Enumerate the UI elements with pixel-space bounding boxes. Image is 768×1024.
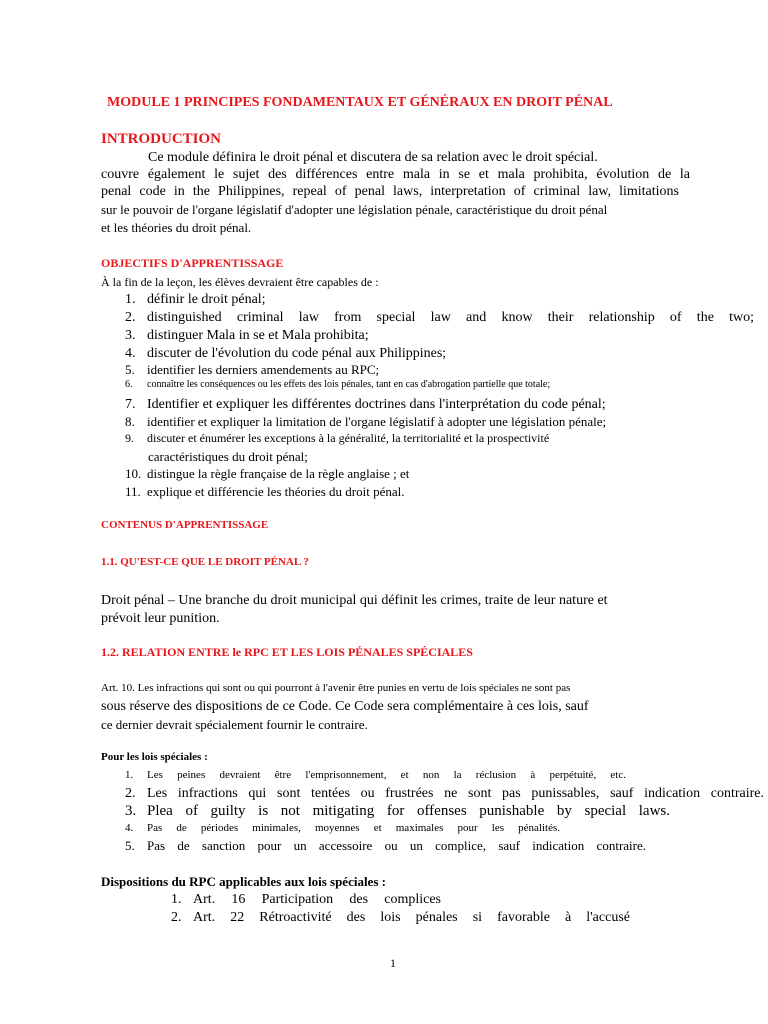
objective-item [125,346,446,362]
objective-num: 1. [125,292,136,307]
special-law-num: 1. [125,769,134,781]
objective-text: distingue la règle française de la règle anglaise ; et [147,466,410,481]
objective-item [125,379,550,390]
special-law-text: Plea of guilty is not mitigating for offenses punishable by special laws. [147,803,670,819]
objective-text: distinguished criminal law from special law and know their relationship of the two; [147,310,754,325]
objective-num: 8. [125,414,135,429]
introduction-heading: INTRODUCTION [101,131,222,147]
objective-text: discuter de l'évolution du code pénal aux Philippines; [147,346,447,361]
rpc-item [171,910,630,926]
rpc-text: Art. 16 Participation des complices [193,892,441,907]
special-law-item [125,786,764,802]
objectives-intro: À la fin de la leçon, les élèves devraient être capables de : [101,275,379,289]
module-title: MODULE 1 PRINCIPES FONDAMENTAUX ET GÉNÉRAUX EN DROIT PÉNAL [107,95,613,110]
objective-num: 11. [125,484,141,499]
special-law-item [125,822,560,834]
art10-line-3: ce dernier devrait spécialement fournir le contraire. [101,717,368,732]
special-law-num: 2. [125,786,136,801]
intro-line-5: et les théories du droit pénal. [101,220,252,235]
objective-text: explique et différencie les théories du droit pénal. [147,484,405,499]
objective-item [125,431,549,446]
objective-item [125,328,369,344]
objective-text: identifier les derniers amendements au RPC; [147,362,380,377]
objectives-heading: OBJECTIFS D'APPRENTISSAGE [101,256,284,270]
objective-text: définir le droit pénal; [147,292,266,307]
definition-line-2: prévoit leur punition. [101,611,220,626]
section-1-1-heading: 1.1. QU'EST-CE QUE LE DROIT PÉNAL ? [101,556,309,568]
objective-text: identifier et expliquer la limitation de l'organe législatif à adopter une législation pénale; [147,414,607,429]
special-law-num: 3. [125,803,137,819]
objective-num: 4. [125,346,136,361]
intro-line-2: couvre également le sujet des différences entre mala in se et mala prohibita, évolution de la [101,167,690,182]
definition-line-1: Droit pénal – Une branche du droit municipal qui définit les crimes, traite de leur nature et [101,593,608,608]
rpc-provisions-heading: Dispositions du RPC applicables aux lois spéciales : [101,874,386,889]
objective-num: 9. [125,431,134,445]
special-law-num: 5. [125,838,135,853]
special-law-num: 4. [125,822,134,834]
special-law-item [125,803,670,820]
contents-heading: CONTENUS D'APPRENTISSAGE [101,519,269,531]
page-number: 1 [390,956,396,970]
objective-num: 10. [125,466,142,481]
objective-text: connaître les conséquences ou les effets des lois pénales, tant en cas d'abrogation partielle que totale; [147,379,551,390]
objective-item [125,362,379,378]
special-law-text: Les peines devraient être l'emprisonnement, et non la réclusion à perpétuité, etc. [147,769,626,781]
special-laws-heading: Pour les lois spéciales : [101,751,208,763]
special-law-item [125,769,626,781]
rpc-item [171,892,441,908]
rpc-num: 1. [171,892,182,907]
intro-line-4: sur le pouvoir de l'organe législatif d'adopter une législation pénale, caractéristique du droit pénal [101,202,608,217]
art10-line-2: sous réserve des dispositions de ce Code. Ce Code sera complémentaire à ces lois, sauf [101,699,589,714]
special-law-text: Pas de périodes minimales, moyennes et maximales pour les pénalités. [147,822,560,834]
objective-item [125,292,266,308]
objective-num: 2. [125,310,136,325]
art10-line-1: Art. 10. Les infractions qui sont ou qui pourront à l'avenir être punies en vertu de lois spéciales ne sont pas [101,682,571,694]
objective-num: 3. [125,328,136,343]
intro-line-3: penal code in the Philippines, repeal of penal laws, interpretation of criminal law, limitations [101,184,679,199]
objective-num: 6. [125,379,133,390]
section-1-2-heading: 1.2. RELATION ENTRE le RPC ET LES LOIS PÉNALES SPÉCIALES [101,645,473,659]
objective-text: distinguer Mala in se et Mala prohibita; [147,328,369,343]
special-law-text: Pas de sanction pour un accessoire ou un complice, sauf indication contraire. [147,838,646,853]
objective-item [125,310,754,326]
rpc-text: Art. 22 Rétroactivité des lois pénales si favorable à l'accusé [193,910,630,925]
objective-text: Identifier et expliquer les différentes doctrines dans l'interprétation du code pénal; [147,397,606,412]
objective-item [125,484,405,500]
objective-text: discuter et énumérer les exceptions à la généralité, la territorialité et la prospectivité [147,431,550,445]
objective-num: 7. [125,397,136,412]
objective-item [125,397,606,413]
special-law-text: Les infractions qui sont tentées ou frustrées ne sont pas punissables, sauf indication contraire. [147,786,764,801]
objective-item-continuation: caractéristiques du droit pénal; [148,449,308,464]
rpc-num: 2. [171,910,182,925]
intro-line-1: Ce module définira le droit pénal et discutera de sa relation avec le droit spécial. [148,150,598,165]
objective-item [125,466,409,482]
objective-num: 5. [125,362,135,377]
special-law-item [125,838,646,854]
objective-item [125,414,606,430]
